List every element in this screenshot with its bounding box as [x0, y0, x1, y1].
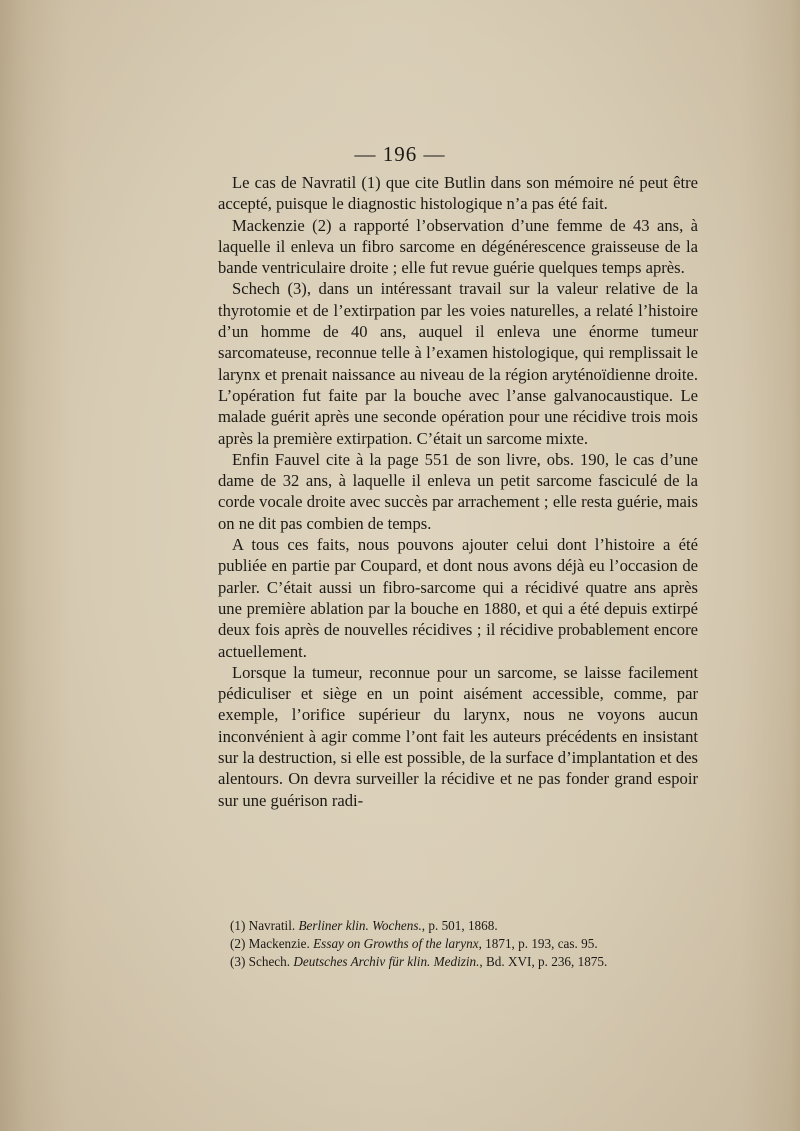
footnote-source: Deutsches Archiv für klin. Medizin.	[293, 954, 480, 970]
footnote-author: (3) Schech.	[230, 954, 294, 970]
paragraph: Enfin Fauvel cite à la page 551 de son livre, obs. 190, le cas d’une dame de 32 ans, à laquelle il enleva un petit sarcome fasciculé de la corde vocale droite avec succès par arrachement ; elle resta guérie, mais on ne dit pas combien de temps.	[218, 449, 698, 533]
footnote	[230, 917, 700, 935]
page-number: — 196 —	[354, 142, 446, 166]
footnote-details: , p. 501, 1868.	[421, 918, 498, 933]
footnote-author: (1) Navratil.	[230, 918, 299, 933]
footnote-source: Berliner klin. Wochens.	[298, 918, 422, 933]
paragraph: Mackenzie (2) a rapporté l’observation d’une femme de 43 ans, à laquelle il enleva un fibro sarcome en dégénérescence graisseuse de la bande ventriculaire droite ; elle fut revue guérie quelques temps après.	[218, 215, 698, 278]
footnote-source: Essay on Growths of the larynx	[313, 936, 479, 952]
footnote-author: (2) Mackenzie.	[230, 936, 314, 952]
footnotes	[230, 917, 700, 972]
paragraph: A tous ces faits, nous pouvons ajouter celui dont l’histoire a été publiée en partie par Coupard, et dont nous avons déjà eu l’occasion de parler. C’était aussi un fibro-sarcome qui a récidivé quatre ans après une première ablation par la bouche en 1880, et qui a été depuis extirpé deux fois après de nouvelles récidives ; il récidive probablement encore actuellement.	[218, 535, 698, 661]
footnote	[230, 953, 700, 971]
footnote-details: , Bd. XVI, p. 236, 1875.	[479, 954, 608, 970]
paragraph: Le cas de Navratil (1) que cite Butlin dans son mémoire né peut être accepté, puisque le diagnostic histologique n’a pas été fait.	[218, 173, 698, 214]
paragraph: Schech (3), dans un intéressant travail sur la valeur relative de la thyrotomie et de l’extirpation par les voies naturelles, a relaté l’histoire d’un homme de 40 ans, auquel il enleva une énorme tumeur sarcomateuse, reconnue telle à l’examen histologique, qui remplissait le larynx et prenait naissance au niveau de la région aryténoïdienne droite. L’opération fut faite par la bouche avec l’anse galvanocaustique. Le malade guérit après une seconde opération pour une récidive trois mois après la première extirpation. C’était un sarcome mixte.	[218, 279, 698, 448]
footnote-details: , 1871, p. 193, cas. 95.	[478, 936, 598, 952]
body-text	[218, 172, 698, 811]
paragraph: Lorsque la tumeur, reconnue pour un sarcome, se laisse facilement pédiculiser et siège en un point aisément accessible, comme, par exemple, l’orifice supérieur du larynx, nous ne voyons aucun inconvénient à agir comme l’ont fait les auteurs précédents en insistant sur la destruction, si elle est possible, de la surface d’implantation et des alentours. On devra surveiller la récidive et ne pas fonder grand espoir sur une guérison radi-	[218, 662, 698, 810]
footnote	[230, 935, 700, 953]
